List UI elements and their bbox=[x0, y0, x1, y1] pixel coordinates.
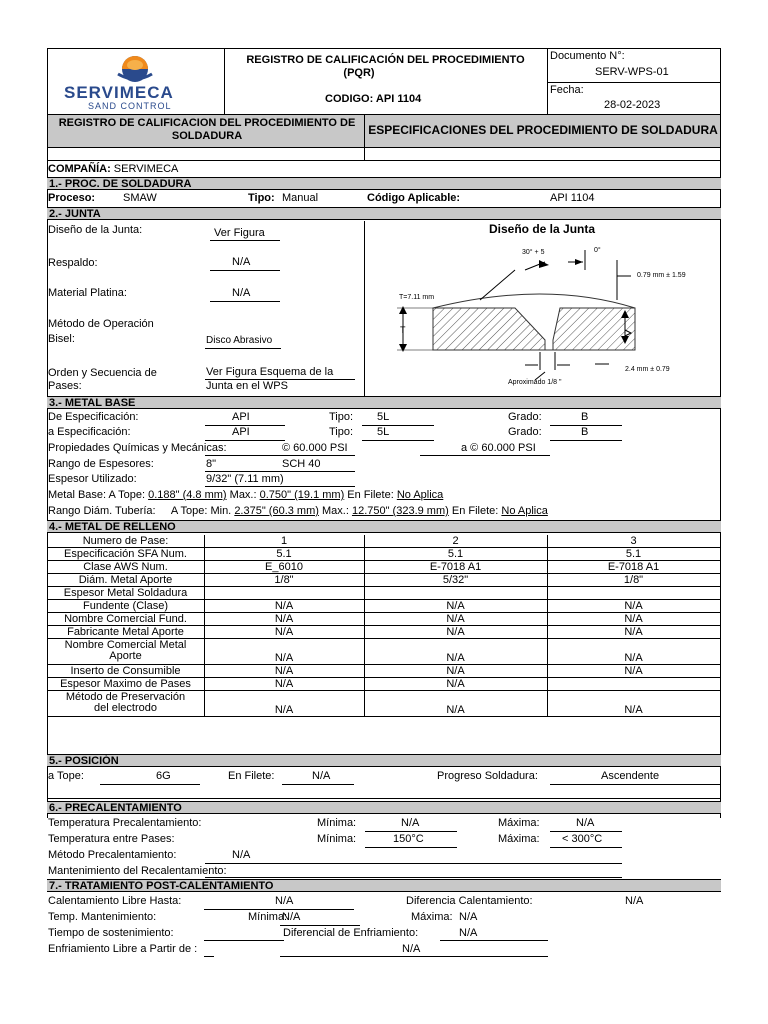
rango-diam-row: Rango Diám. Tubería: A Tope: Min. 2.375" (60.3 mm) Max.: 12.750" (323.9 mm) En Filete: No Aplica bbox=[48, 505, 548, 517]
table-cell-pass-1: N/A bbox=[274, 652, 294, 664]
table-cell-pass-2: N/A bbox=[446, 652, 465, 664]
table-row-label: Nombre Comercial Metal Aporte bbox=[64, 639, 187, 662]
table-row-label: Inserto de Consumible bbox=[70, 665, 181, 677]
platina-label: Material Platina: bbox=[48, 287, 127, 299]
temp-precal-max-label: Máxima: bbox=[498, 817, 540, 829]
tipo-value: Manual bbox=[282, 192, 319, 204]
rango-value-2: SCH 40 bbox=[282, 458, 321, 470]
fig-t-label: T=7.11 mm bbox=[399, 294, 435, 301]
table-cell-pass-2: N/A bbox=[446, 678, 465, 690]
dif-cal-label: Diferencia Calentamiento: bbox=[406, 895, 533, 907]
table-cell-pass-1: N/A bbox=[274, 613, 294, 625]
de-grado-value: B bbox=[581, 411, 589, 423]
table-cell-pass-2: 5/32" bbox=[442, 574, 469, 586]
de-tipo-label: Tipo: bbox=[329, 411, 354, 423]
fig-zero-label: 0° bbox=[594, 247, 601, 254]
tiempo-label: Tiempo de sostenimiento: bbox=[48, 927, 174, 939]
temp-mant-max: N/A bbox=[459, 911, 478, 923]
espesor-label: Espesor Utilizado: bbox=[48, 473, 137, 485]
table-cell-pass-1: N/A bbox=[274, 678, 294, 690]
temp-mant-label: Temp. Mantenimiento: bbox=[48, 911, 157, 923]
table-cell-pass-3: N/A bbox=[624, 665, 643, 677]
header-codigo: CODIGO: API 1104 bbox=[325, 93, 422, 105]
temp-entre-label: Temperatura entre Pases: bbox=[48, 833, 175, 845]
table-row-label: Numero de Pase: bbox=[82, 535, 169, 547]
company-row: COMPAÑÍA: SERVIMECA bbox=[48, 163, 179, 175]
posicion-atope-value: 6G bbox=[156, 770, 171, 782]
table-cell-pass-1: 1/8" bbox=[274, 574, 294, 586]
codigo-aplicable-label: Código Aplicable: bbox=[367, 192, 461, 204]
section-5-header: 5.- POSICIÓN bbox=[47, 754, 721, 767]
table-row-label: Especificación SFA Num. bbox=[64, 548, 187, 560]
table-row-label: Fabricante Metal Aporte bbox=[67, 626, 184, 638]
orden-label-1: Orden y Secuencia de bbox=[48, 367, 157, 379]
doc-label: Documento N°: bbox=[550, 50, 625, 62]
respaldo-value: N/A bbox=[232, 256, 251, 268]
table-cell-pass-2: N/A bbox=[446, 665, 465, 677]
temp-mant-min: N/A bbox=[282, 911, 301, 923]
metodo-value: Disco Abrasivo bbox=[206, 335, 273, 346]
table-cell-pass-2: N/A bbox=[446, 613, 465, 625]
table-cell-pass-3: 5.1 bbox=[625, 548, 642, 560]
table-row-label: Espesor Maximo de Pases bbox=[60, 678, 191, 690]
table-cell-pass-2: 5.1 bbox=[447, 548, 464, 560]
orden-value-1: Ver Figura Esquema de la bbox=[206, 366, 334, 378]
fig-T-label: T bbox=[400, 325, 406, 335]
table-cell-pass-3: N/A bbox=[624, 626, 643, 638]
proceso-label: Proceso: bbox=[48, 192, 96, 204]
temp-entre-min: 150°C bbox=[393, 833, 424, 845]
metodo-label-1: Método de Operación bbox=[48, 318, 154, 330]
temp-precal-max: N/A bbox=[576, 817, 595, 829]
propiedades-value-2: a © 60.000 PSI bbox=[461, 442, 536, 454]
section-7-header: 7.- TRATAMIENTO POST-CALENTAMIENTO bbox=[47, 879, 721, 892]
table-row-label: Clase AWS Num. bbox=[83, 561, 168, 573]
section-3-header: 3.- METAL BASE bbox=[47, 396, 721, 409]
table-cell-pass-3: E-7018 A1 bbox=[607, 561, 660, 573]
table-cell-pass-3: 3 bbox=[630, 535, 637, 547]
band-right-title: ESPECIFICACIONES DEL PROCEDIMIENTO DE SOLDADURA bbox=[368, 123, 718, 137]
propiedades-label: Propiedades Químicas y Mecánicas: bbox=[48, 442, 227, 454]
table-cell-pass-1: N/A bbox=[274, 600, 294, 612]
header-title: REGISTRO DE CALIFICACIÓN DEL PROCEDIMIENTO bbox=[246, 54, 525, 66]
table-cell-pass-2: N/A bbox=[446, 626, 465, 638]
diseno-label: Diseño de la Junta: bbox=[48, 224, 143, 236]
mantenimiento-label: Mantenimiento del Recalentamiento: bbox=[48, 865, 227, 877]
proceso-value: SMAW bbox=[123, 192, 157, 204]
table-row-label: Fundente (Clase) bbox=[83, 600, 168, 612]
table-cell-pass-1: 5.1 bbox=[276, 548, 292, 560]
rango-label: Rango de Espesores: bbox=[48, 458, 154, 470]
posicion-filete-value: N/A bbox=[312, 770, 331, 782]
orden-label-2: Pases: bbox=[48, 380, 82, 392]
table-cell-pass-3: 1/8" bbox=[623, 574, 644, 586]
table-row-label: Método de Preservación del electrodo bbox=[65, 691, 186, 714]
respaldo-label: Respaldo: bbox=[48, 257, 98, 269]
table-row-label: Nombre Comercial Fund. bbox=[64, 613, 187, 625]
a-espec-label: a Especificación: bbox=[48, 426, 131, 438]
metal-base-row: Metal Base: A Tope: 0.188" (4.8 mm) Max.: 0.750" (19.1 mm) En Filete: No Aplica bbox=[48, 489, 444, 501]
diseno-value: Ver Figura bbox=[214, 227, 265, 239]
rango-value-1: 8" bbox=[206, 458, 217, 470]
table-cell-pass-2: 2 bbox=[452, 535, 459, 547]
enf-libre-value: N/A bbox=[402, 943, 421, 955]
temp-precal-min-label: Mínima: bbox=[317, 817, 357, 829]
a-espec-value: API bbox=[232, 426, 250, 438]
dif-enf-label: Diferencial de Enfriamiento: bbox=[283, 927, 419, 939]
section-2-header: 2.- JUNTA bbox=[47, 207, 721, 220]
temp-entre-min-label: Mínima: bbox=[317, 833, 357, 845]
section-1-header: 1.- PROC. DE SOLDADURA bbox=[47, 177, 721, 190]
a-grado-label: Grado: bbox=[508, 426, 542, 438]
table-cell-pass-1: N/A bbox=[274, 704, 294, 716]
cal-libre-label: Calentamiento Libre Hasta: bbox=[48, 895, 182, 907]
fecha-label: Fecha: bbox=[550, 84, 584, 96]
fig-angle-label: 30° + 5 bbox=[522, 249, 545, 256]
table-cell-pass-2: E-7018 A1 bbox=[429, 561, 482, 573]
platina-value: N/A bbox=[232, 287, 251, 299]
de-espec-value: API bbox=[232, 411, 250, 423]
table-row-label: Diám. Metal Aporte bbox=[78, 574, 173, 586]
fig-approx-label: Aproximado 1/8 " bbox=[508, 379, 562, 386]
fig-gap-label: 0.79 mm ± 1.59 bbox=[637, 272, 686, 279]
dif-enf-value: N/A bbox=[459, 927, 478, 939]
de-grado-label: Grado: bbox=[508, 411, 542, 423]
table-cell-pass-1: N/A bbox=[274, 626, 294, 638]
table-row-label: Espesor Metal Soldadura bbox=[63, 587, 188, 599]
logo-name: SERVIMECA bbox=[64, 83, 174, 102]
codigo-aplicable-value: API 1104 bbox=[550, 192, 595, 204]
de-espec-label: De Especificación: bbox=[48, 411, 139, 423]
metodo-label-2: Bisel: bbox=[48, 333, 75, 345]
temp-precal-min: N/A bbox=[401, 817, 420, 829]
figure-title: Diseño de la Junta bbox=[489, 222, 596, 236]
temp-entre-max: < 300°C bbox=[562, 833, 603, 845]
table-cell-pass-1: E_6010 bbox=[265, 561, 303, 573]
temp-precal-label: Temperatura Precalentamiento: bbox=[48, 817, 202, 829]
progreso-value: Ascendente bbox=[601, 770, 660, 782]
a-tipo-value: 5L bbox=[377, 426, 390, 438]
table-cell-pass-1: 1 bbox=[280, 535, 288, 547]
enf-libre-label: Enfriamiento Libre a Partir de : bbox=[48, 943, 198, 955]
temp-entre-max-label: Máxima: bbox=[498, 833, 540, 845]
progreso-label: Progreso Soldadura: bbox=[437, 770, 538, 782]
temp-mant-min-label: Mínima: bbox=[248, 911, 288, 923]
de-tipo-value: 5L bbox=[377, 411, 390, 423]
fig-root-label: 2.4 mm ± 0.79 bbox=[625, 366, 670, 373]
table-cell-pass-2: N/A bbox=[446, 600, 465, 612]
table-cell-pass-3: N/A bbox=[624, 652, 643, 664]
header-title-pqr: (PQR) bbox=[343, 67, 375, 79]
orden-value-2: Junta en el WPS bbox=[206, 380, 288, 392]
tipo-label: Tipo: bbox=[248, 192, 275, 204]
section-6-header: 6.- PRECALENTAMIENTO bbox=[47, 801, 721, 814]
metodo-precal-value: N/A bbox=[232, 849, 251, 861]
band-left-title: REGISTRO DE CALIFICACION DEL PROCEDIMIENTO DE SOLDADURA bbox=[58, 117, 356, 142]
posicion-atope-label: a Tope: bbox=[48, 770, 84, 782]
temp-mant-max-label: Máxima: bbox=[411, 911, 453, 923]
cal-libre-value: N/A bbox=[275, 895, 294, 907]
a-tipo-label: Tipo: bbox=[329, 426, 354, 438]
metodo-precal-label: Método Precalentamiento: bbox=[48, 849, 177, 861]
posicion-filete-label: En Filete: bbox=[228, 770, 275, 782]
espesor-value: 9/32" (7.11 mm) bbox=[206, 473, 284, 485]
table-cell-pass-3: N/A bbox=[624, 613, 643, 625]
table-cell-pass-3: N/A bbox=[624, 704, 643, 716]
fecha-value: 28-02-2023 bbox=[604, 99, 661, 111]
table-cell-pass-1: N/A bbox=[274, 665, 294, 677]
table-cell-pass-2: N/A bbox=[446, 704, 465, 716]
propiedades-value-1: © 60.000 PSI bbox=[282, 442, 348, 454]
dif-cal-value: N/A bbox=[625, 895, 644, 907]
a-grado-value: B bbox=[581, 426, 589, 438]
doc-value: SERV-WPS-01 bbox=[595, 66, 669, 78]
logo-subtitle: SAND CONTROL bbox=[88, 101, 172, 111]
table-cell-pass-3: N/A bbox=[624, 600, 643, 612]
section-4-header: 4.- METAL DE RELLENO bbox=[47, 520, 721, 533]
